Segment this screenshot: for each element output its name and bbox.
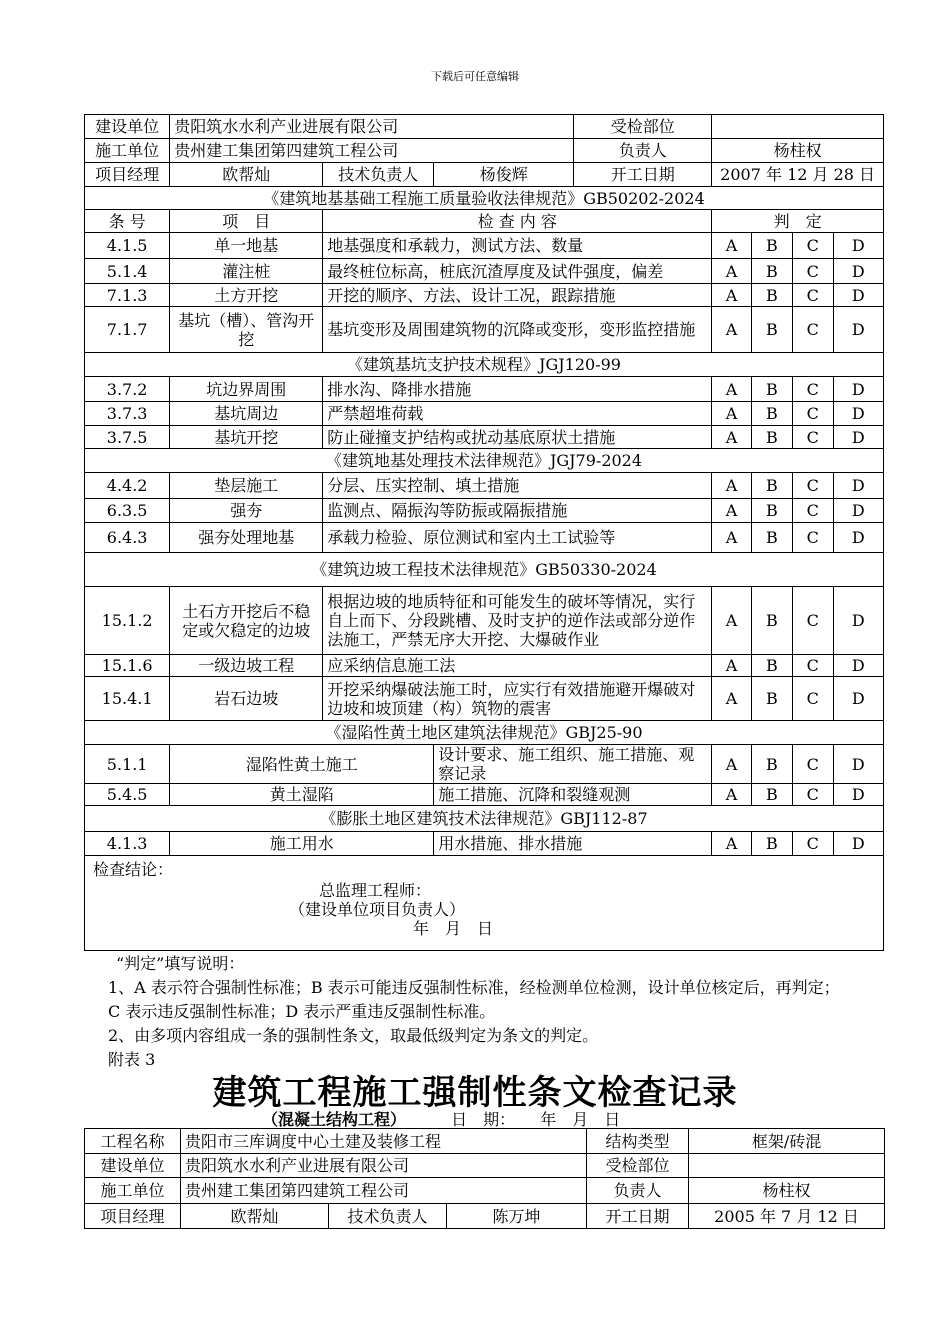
grade-a: A — [712, 426, 752, 449]
inspect-dept-label: 受检部位 — [587, 1154, 689, 1178]
row-item: 单一地基 — [170, 233, 323, 259]
row-content: 设计要求、施工组织、施工措施、观察记录 — [434, 745, 712, 784]
pm-value: 欧帮灿 — [170, 163, 323, 187]
row-item: 一级边坡工程 — [170, 655, 323, 677]
row-content: 根据边坡的地质特征和可能发生的破坏等情况，实行自上而下、分段跳槽、及时支护的逆作法或部分逆作法施工，严禁无序大开挖、大爆破作业 — [323, 587, 712, 655]
grade-a: A — [712, 377, 752, 402]
row-item: 基坑开挖 — [170, 426, 323, 449]
row-no: 4.1.3 — [85, 832, 170, 856]
grade-c: C — [792, 307, 833, 353]
pm-label: 项目经理 — [85, 163, 170, 187]
col-no-header: 条 号 — [85, 210, 170, 233]
start-value: 2005 年 7 月 12 日 — [689, 1204, 885, 1229]
grade-c: C — [792, 377, 833, 402]
section-title: 《湿陷性黄土地区建筑法律规范》GBJ25-90 — [85, 721, 884, 745]
owner-rep-label: （建设单位项目负责人） — [289, 900, 466, 919]
build-unit-value: 贵阳筑水水利产业进展有限公司 — [181, 1154, 587, 1178]
row-content: 监测点、隔振沟等防振或隔振措施 — [323, 499, 712, 523]
row-no: 15.1.2 — [85, 587, 170, 655]
grade-a: A — [712, 655, 752, 677]
grade-a: A — [712, 523, 752, 553]
grade-d: D — [833, 784, 883, 806]
subtitle: （混凝土结构工程） — [262, 1110, 407, 1129]
tech-value: 陈万坤 — [447, 1204, 587, 1229]
row-no: 6.4.3 — [85, 523, 170, 553]
construct-unit-label: 施工单位 — [85, 139, 170, 163]
grade-a: A — [712, 587, 752, 655]
row-no: 6.3.5 — [85, 499, 170, 523]
struct-label: 结构类型 — [587, 1129, 689, 1154]
section-title: 《膨胀土地区建筑技术法律规范》GBJ112-87 — [85, 806, 884, 832]
project-value: 贵阳市三库调度中心土建及装修工程 — [181, 1129, 587, 1154]
page-title: 建筑工程施工强制性条文检查记录 — [212, 1073, 738, 1113]
row-item: 基坑（槽）、管沟开挖 — [170, 307, 323, 353]
grade-d: D — [833, 233, 883, 259]
grade-b: B — [751, 745, 792, 784]
row-item: 坑边界周围 — [170, 377, 323, 402]
build-unit-label: 建设单位 — [85, 1154, 181, 1178]
grade-c: C — [792, 426, 833, 449]
grade-b: B — [751, 655, 792, 677]
row-content: 应采纳信息施工法 — [323, 655, 712, 677]
grade-c: C — [792, 677, 833, 721]
grade-a: A — [712, 745, 752, 784]
row-no: 4.4.2 — [85, 473, 170, 499]
row-item: 灌注桩 — [170, 259, 323, 284]
row-no: 15.4.1 — [85, 677, 170, 721]
section-title: 《建筑基坑支护技术规程》JGJ120-99 — [85, 353, 884, 377]
grade-c: C — [792, 284, 833, 307]
grade-a: A — [712, 259, 752, 284]
note-1: 1、A 表示符合强制性标准；B 表示可能违反强制性标准，经检测单位检测，设计单位核定后，再判定；C 表示违反强制性标准；D 表示严重违反强制性标准。 — [108, 978, 840, 1021]
build-unit-label: 建设单位 — [85, 115, 170, 139]
start-label: 开工日期 — [574, 163, 712, 187]
grade-c: C — [792, 745, 833, 784]
grade-a: A — [712, 784, 752, 806]
pm-value: 欧帮灿 — [181, 1204, 329, 1229]
section-title: 《建筑边坡工程技术法律规范》GB50330-2024 — [85, 553, 884, 587]
row-content: 分层、压实控制、填土措施 — [323, 473, 712, 499]
grade-d: D — [833, 523, 883, 553]
grade-b: B — [751, 259, 792, 284]
judgement-notes — [108, 952, 848, 1072]
date-label: 日 期： — [451, 1110, 516, 1129]
row-no: 7.1.3 — [85, 284, 170, 307]
row-no: 5.1.1 — [85, 745, 170, 784]
row-no: 4.1.5 — [85, 233, 170, 259]
row-content: 施工措施、沉降和裂缝观测 — [434, 784, 712, 806]
row-content: 用水措施、排水措施 — [434, 832, 712, 856]
appendix-label: 附表 3 — [108, 1050, 156, 1069]
date-line: 年 月 日 — [413, 919, 494, 938]
inspection-table — [84, 114, 884, 951]
grade-a: A — [712, 233, 752, 259]
grade-d: D — [833, 377, 883, 402]
grade-b: B — [751, 473, 792, 499]
col-judge-header: 判 定 — [712, 210, 884, 233]
grade-b: B — [751, 677, 792, 721]
grade-c: C — [792, 784, 833, 806]
date-value: 年 月 日 — [540, 1110, 621, 1129]
grade-b: B — [751, 832, 792, 856]
grade-a: A — [712, 499, 752, 523]
grade-d: D — [833, 677, 883, 721]
person-label: 负责人 — [574, 139, 712, 163]
row-item: 土石方开挖后不稳定或欠稳定的边坡 — [170, 587, 323, 655]
row-no: 5.1.4 — [85, 259, 170, 284]
pm-label: 项目经理 — [85, 1204, 181, 1229]
grade-a: A — [712, 307, 752, 353]
row-no: 3.7.3 — [85, 402, 170, 426]
row-item: 岩石边坡 — [170, 677, 323, 721]
row-content: 排水沟、降排水措施 — [323, 377, 712, 402]
row-content: 开挖的顺序、方法、设计工况，跟踪措施 — [323, 284, 712, 307]
grade-d: D — [833, 655, 883, 677]
grade-c: C — [792, 402, 833, 426]
row-content: 防止碰撞支护结构或扰动基底原状土措施 — [323, 426, 712, 449]
inspect-dept-label: 受检部位 — [574, 115, 712, 139]
grade-a: A — [712, 284, 752, 307]
grade-b: B — [751, 587, 792, 655]
grade-a: A — [712, 402, 752, 426]
tech-label: 技术负责人 — [329, 1204, 447, 1229]
row-content: 严禁超堆荷载 — [323, 402, 712, 426]
row-item: 强夯 — [170, 499, 323, 523]
start-value: 2007 年 12 月 28 日 — [712, 163, 884, 187]
grade-d: D — [833, 587, 883, 655]
grade-d: D — [833, 402, 883, 426]
inspect-dept-value — [712, 115, 884, 139]
project-info-table — [84, 1128, 885, 1229]
row-item: 施工用水 — [170, 832, 434, 856]
grade-b: B — [751, 784, 792, 806]
row-content: 地基强度和承载力，测试方法、数量 — [323, 233, 712, 259]
grade-d: D — [833, 259, 883, 284]
section-title: 《建筑地基基础工程施工质量验收法律规范》GB50202-2024 — [85, 187, 884, 210]
row-item: 湿陷性黄土施工 — [170, 745, 434, 784]
grade-d: D — [833, 307, 883, 353]
row-item: 强夯处理地基 — [170, 523, 323, 553]
grade-b: B — [751, 233, 792, 259]
header-note: 下载后可任意编辑 — [431, 70, 519, 83]
construct-unit-label: 施工单位 — [85, 1178, 181, 1204]
start-label: 开工日期 — [587, 1204, 689, 1229]
grade-c: C — [792, 655, 833, 677]
project-label: 工程名称 — [85, 1129, 181, 1154]
build-unit-value: 贵阳筑水水利产业进展有限公司 — [170, 115, 574, 139]
row-no: 3.7.2 — [85, 377, 170, 402]
grade-d: D — [833, 499, 883, 523]
construct-unit-value: 贵州建工集团第四建筑工程公司 — [181, 1178, 587, 1204]
grade-c: C — [792, 473, 833, 499]
col-item-header: 项 目 — [170, 210, 323, 233]
subtitle-line — [262, 1107, 620, 1130]
struct-value: 框架/砖混 — [689, 1129, 885, 1154]
row-no: 15.1.6 — [85, 655, 170, 677]
person-label: 负责人 — [587, 1178, 689, 1204]
grade-b: B — [751, 523, 792, 553]
row-item: 黄土湿陷 — [170, 784, 434, 806]
person-value: 杨柱权 — [712, 139, 884, 163]
inspect-dept-value — [689, 1154, 885, 1178]
col-content-header: 检 查 内 容 — [323, 210, 712, 233]
grade-c: C — [792, 523, 833, 553]
grade-d: D — [833, 473, 883, 499]
grade-a: A — [712, 677, 752, 721]
grade-c: C — [792, 832, 833, 856]
notes-title: “判定”填写说明： — [116, 954, 245, 973]
grade-c: C — [792, 233, 833, 259]
conclusion-label: 检查结论： — [93, 860, 174, 879]
grade-d: D — [833, 426, 883, 449]
tech-value: 杨俊辉 — [434, 163, 574, 187]
section-title: 《建筑地基处理技术法律规范》JGJ79-2024 — [85, 449, 884, 473]
row-content: 承载力检验、原位测试和室内土工试验等 — [323, 523, 712, 553]
grade-d: D — [833, 745, 883, 784]
row-content: 开挖采纳爆破法施工时，应实行有效措施避开爆破对边坡和坡顶建（构）筑物的震害 — [323, 677, 712, 721]
grade-b: B — [751, 284, 792, 307]
row-item: 基坑周边 — [170, 402, 323, 426]
grade-c: C — [792, 587, 833, 655]
row-item: 垫层施工 — [170, 473, 323, 499]
grade-c: C — [792, 259, 833, 284]
grade-d: D — [833, 284, 883, 307]
person-value: 杨柱权 — [689, 1178, 885, 1204]
grade-c: C — [792, 499, 833, 523]
row-no: 3.7.5 — [85, 426, 170, 449]
grade-a: A — [712, 473, 752, 499]
grade-a: A — [712, 832, 752, 856]
grade-b: B — [751, 426, 792, 449]
row-content: 基坑变形及周围建筑物的沉降或变形，变形监控措施 — [323, 307, 712, 353]
construct-unit-value: 贵州建工集团第四建筑工程公司 — [170, 139, 574, 163]
grade-d: D — [833, 832, 883, 856]
grade-b: B — [751, 499, 792, 523]
grade-b: B — [751, 402, 792, 426]
supervisor-label: 总监理工程师： — [319, 881, 432, 900]
grade-b: B — [751, 307, 792, 353]
tech-label: 技术负责人 — [323, 163, 434, 187]
row-content: 最终桩位标高，桩底沉渣厚度及试件强度，偏差 — [323, 259, 712, 284]
row-item: 土方开挖 — [170, 284, 323, 307]
row-no: 5.4.5 — [85, 784, 170, 806]
row-no: 7.1.7 — [85, 307, 170, 353]
note-2: 2、由多项内容组成一条的强制性条文，取最低级判定为条文的判定。 — [108, 1026, 599, 1045]
grade-b: B — [751, 377, 792, 402]
conclusion-cell — [85, 856, 884, 951]
